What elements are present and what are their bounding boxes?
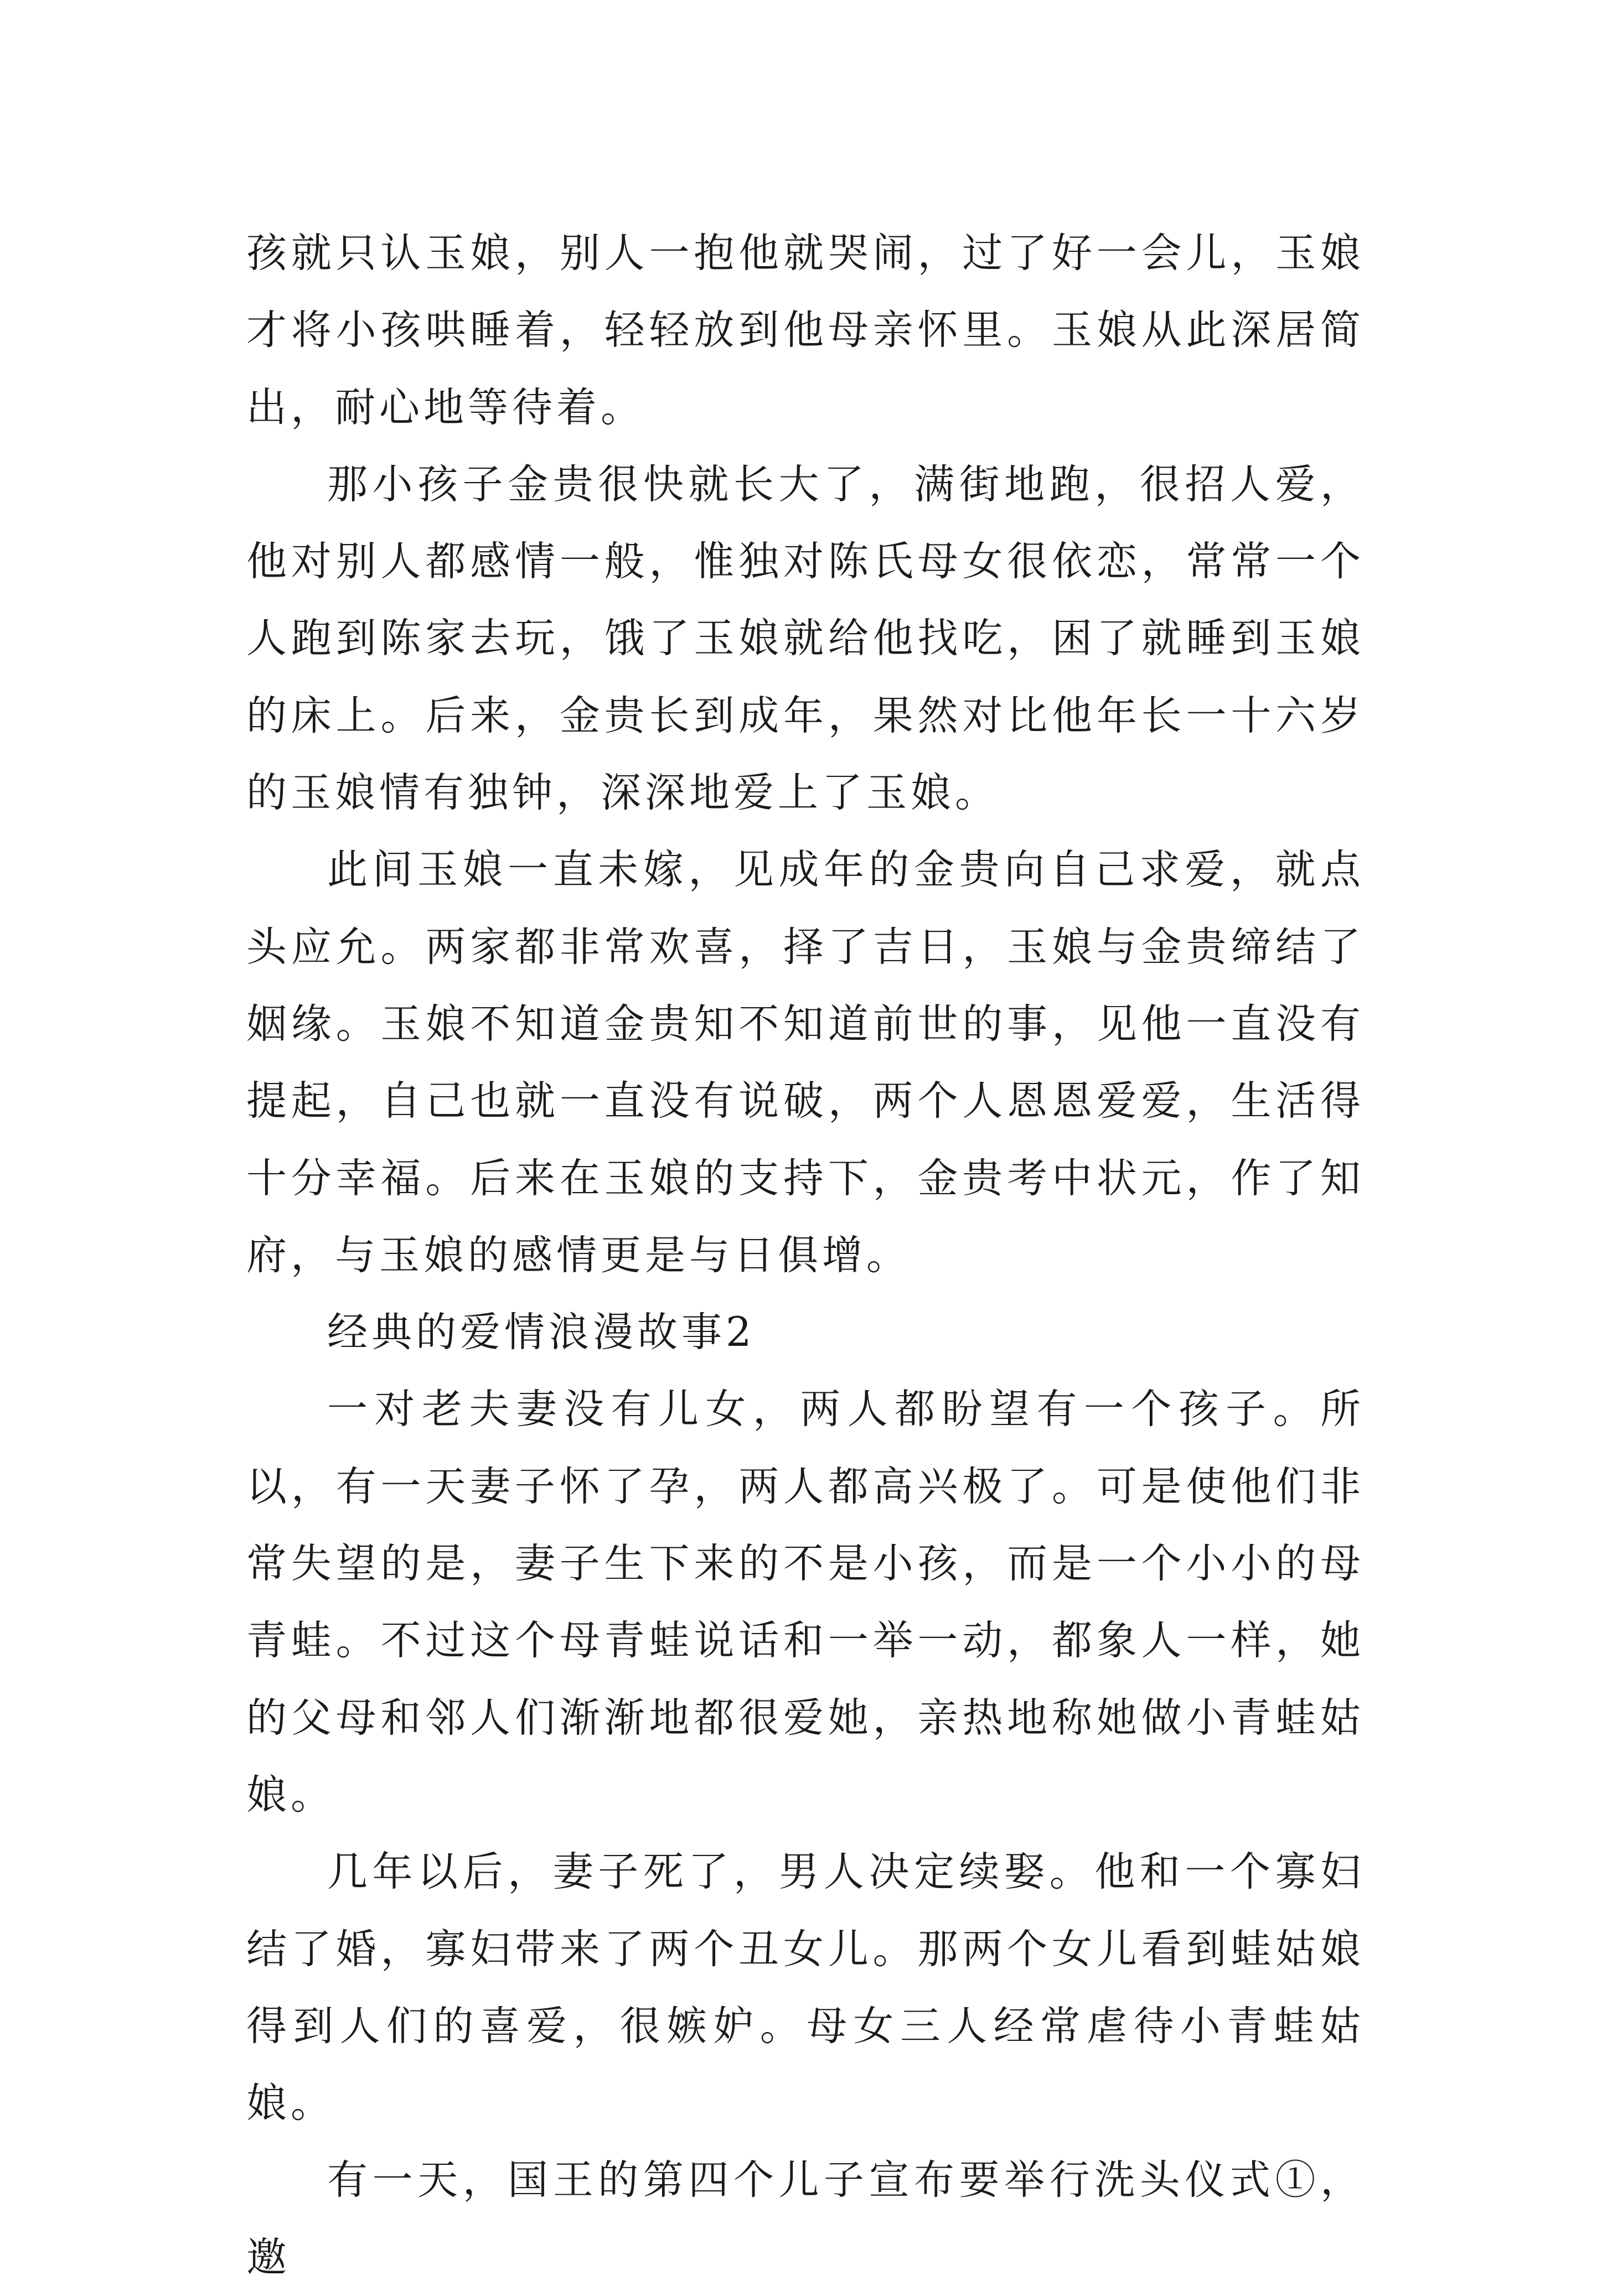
paragraph-continuation: 孩就只认玉娘，别人一抱他就哭闹，过了好一会儿，玉娘才将小孩哄睡着，轻轻放到他母亲怀里。玉娘从此深居简出，耐心地等待着。 [246, 230, 1365, 431]
paragraph: 有一天，国王的第四个儿子宣布要举行洗头仪式①，邀 [246, 2157, 1365, 2281]
section-heading: 经典的爱情浪漫故事2 [327, 1309, 756, 1356]
paragraph: 此间玉娘一直未嫁，见成年的金贵向自己求爱，就点头应允。两家都非常欢喜，择了吉日，玉娘与金贵缔结了姻缘。玉娘不知道金贵知不知道前世的事，见他一直没有提起，自己也就一直没有说破，两个人恩恩爱爱，生活得十分幸福。后来在玉娘的支持下，金贵考中状元，作了知府，与玉娘的感情更是与日俱增。 [246, 846, 1365, 1279]
paragraph: 一对老夫妻没有儿女，两人都盼望有一个孩子。所以，有一天妻子怀了孕，两人都高兴极了。可是使他们非常失望的是，妻子生下来的不是小孩，而是一个小小的母青蛙。不过这个母青蛙说话和一举一动，都象人一样，她的父母和邻人们渐渐地都很爱她，亲热地称她做小青蛙姑娘。 [246, 1386, 1365, 1818]
paragraph: 几年以后，妻子死了，男人决定续娶。他和一个寡妇结了婚，寡妇带来了两个丑女儿。那两个女儿看到蛙姑娘得到人们的喜爱，很嫉妒。母女三人经常虐待小青蛙姑娘。 [246, 1848, 1365, 2127]
document-body [246, 215, 1365, 2296]
paragraph: 那小孩子金贵很快就长大了，满街地跑，很招人爱，他对别人都感情一般，惟独对陈氏母女很依恋，常常一个人跑到陈家去玩，饿了玉娘就给他找吃，困了就睡到玉娘的床上。后来，金贵长到成年，果然对比他年长一十六岁的玉娘情有独钟，深深地爱上了玉娘。 [246, 460, 1365, 817]
